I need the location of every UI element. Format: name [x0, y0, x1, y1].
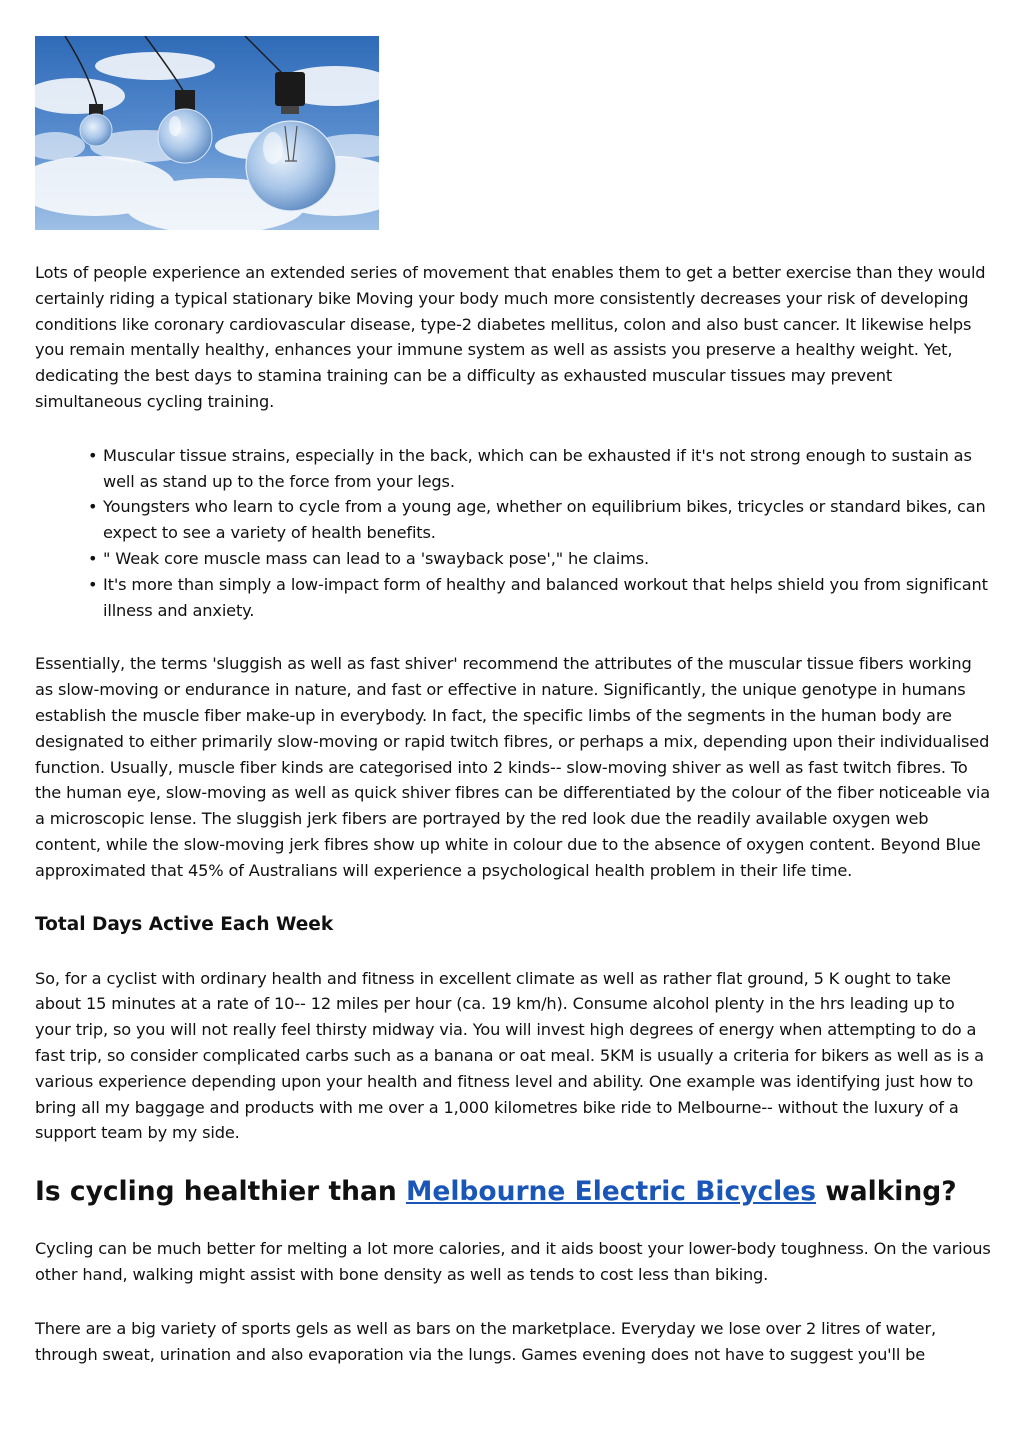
heading-text-before: Is cycling healthier than [35, 1176, 406, 1208]
section-heading [35, 1174, 993, 1210]
list-item: • It's more than simply a low-impact form of healthy and balanced workout that helps shield you from significant illness and anxiety. [103, 572, 993, 624]
list-item: • Muscular tissue strains, especially in the back, which can be exhausted if it's not strong enough to sustain as well as stand up to the force from your legs. [103, 443, 993, 495]
cycling-vs-walking-paragraph: Cycling can be much better for melting a lot more calories, and it aids boost your lower-body toughness. On the various other hand, walking might assist with bone density as well as tends to cost less than biking. [35, 1239, 991, 1284]
cyclist-paragraph: So, for a cyclist with ordinary health and fitness in excellent climate as well as rather flat ground, 5 K ought to take about 15 minutes at a rate of 10-- 12 miles per hour (ca. 19 km/h). Consume alcohol plenty in the hrs leading up to your trip, so you will not really feel thirsty midway via. You will invest high degrees of energy when attempting to do a fast trip, so consider complicated carbs such as a banana or oat meal. 5KM is usually a criteria for bikers as well as is a various experience depending upon your health and fitness level and ability. One example was identifying just how to bring all my baggage and products with me over a 1,000 kilometres bike ride to Melbourne-- without the luxury of a support team by my side. [35, 968, 984, 1143]
melbourne-electric-bicycles-link[interactable]: Melbourne Electric Bicycles [405, 1176, 817, 1208]
article [35, 36, 993, 1367]
intro-paragraph: Lots of people experience an extended series of movement that enables them to get a better exercise than they would certainly riding a typical stationary bike Moving your body much more consistently decreases your risk of developing conditions like coronary cardiovascular disease, type-2 diabetes mellitus, colon and also bust cancer. It likewise helps you remain mentally healthy, enhances your immune system as well as assists you preserve a healthy weight. Yet, dedicating the best days to stamina training can be a difficulty as exhausted muscular tissues may prevent simultaneous cycling training. [35, 263, 986, 411]
bullet-list [35, 443, 993, 624]
list-item: • " Weak core muscle mass can lead to a 'swayback pose'," he claims. [103, 546, 993, 572]
sports-gels-paragraph: There are a big variety of sports gels as well as bars on the marketplace. Everyday we lose over 2 litres of water, through sweat, urination and also evaporation via the lungs. Games evening does not have to suggest you'll be [35, 1318, 936, 1364]
light-bulbs-image [35, 36, 379, 230]
heading-text-after: walking? [816, 1176, 957, 1208]
muscle-fiber-paragraph: Essentially, the terms 'sluggish as well as fast shiver' recommend the attributes of the muscular tissue fibers working as slow-moving or endurance in nature, and fast or effective in nature. Significantly, the unique genotype in humans establish the muscle fiber make-up in everybody. In fact, the specific limbs of the segments in the human body are designated to either primarily slow-moving or rapid twitch fibres, or perhaps a mix, depending upon their individualised function. Usually, muscle fiber kinds are categorised into 2 kinds-- slow-moving shiver as well as fast twitch fibres. To the human eye, slow-moving as well as quick shiver fibres can be differentiated by the colour of the fiber noticeable via a microscopic lense. The sluggish jerk fibers are portrayed by the red look due the readily available oxygen web content, while the slow-moving jerk fibres show up white in colour due to the absence of oxygen content. Beyond Blue approximated that 45% of Australians will experience a psychological health problem in their life time. [35, 654, 991, 880]
hero-image [35, 36, 379, 230]
subheading: Total Days Active Each Week [35, 913, 334, 935]
list-item: • Youngsters who learn to cycle from a young age, whether on equilibrium bikes, tricycles or standard bikes, can expect to see a variety of health benefits. [103, 494, 993, 546]
